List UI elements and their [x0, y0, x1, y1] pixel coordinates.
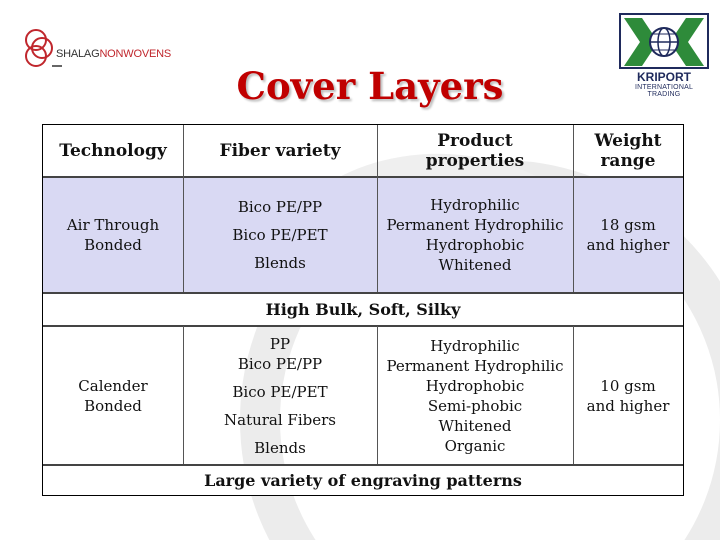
row1-fibers — [183, 178, 377, 292]
grid-line — [43, 292, 683, 294]
grid-line — [573, 125, 574, 292]
row1-property-item: Permanent Hydrophilic — [386, 216, 564, 234]
header-fiber-variety: Fiber variety — [219, 141, 341, 161]
header-product-properties: Product properties — [425, 131, 525, 171]
row1-fiber-item: Bico PE/PET — [232, 226, 328, 244]
shalag-logo — [22, 26, 202, 72]
row2-technology: Calender Bonded — [78, 377, 148, 415]
row2-weight: 10 gsm and higher — [586, 377, 670, 415]
row2-fiber-item: Natural Fibers — [224, 411, 336, 429]
row1-fiber-item: Blends — [254, 254, 306, 272]
shalag-logo-text: SHALAGNONWOVENS — [56, 48, 171, 60]
row2-property-item: Organic — [444, 437, 506, 455]
kriport-globe-icon — [618, 12, 710, 70]
row1-fiber-item: Bico PE/PP — [237, 198, 323, 216]
kriport-tagline: INTERNATIONAL TRADING — [634, 84, 694, 98]
row1-property-item: Whitened — [438, 256, 512, 274]
row2-note: Large variety of engraving patterns — [43, 465, 683, 495]
grid-line — [183, 125, 184, 292]
header-technology: Technology — [59, 141, 167, 161]
cover-layers-table — [42, 124, 684, 496]
grid-line — [43, 176, 683, 178]
grid-line — [43, 464, 683, 466]
row1-technology: Air Through Bonded — [43, 178, 183, 292]
row2-property-item: Whitened — [438, 417, 512, 435]
row1-note: High Bulk, Soft, Silky — [43, 293, 683, 325]
header-weight-range: Weight range — [594, 131, 662, 171]
row1-properties — [377, 178, 573, 292]
row2-property-item: Hydrophobic — [425, 377, 525, 395]
row2-property-item: Hydrophilic — [430, 337, 520, 355]
row2-properties — [377, 327, 573, 465]
kriport-logo — [618, 12, 710, 96]
row2-property-item: Semi-phobic — [427, 397, 523, 415]
row2-fiber-item: Blends — [254, 439, 306, 457]
grid-line — [377, 326, 378, 464]
row1-property-item: Hydrophobic — [425, 236, 525, 254]
row2-fiber-item: Bico PE/PET — [232, 383, 328, 401]
row1-property-item: Hydrophilic — [430, 196, 520, 214]
grid-line — [573, 326, 574, 464]
grid-line — [377, 125, 378, 292]
row2-fiber-item: PP — [269, 335, 291, 353]
row2-property-item: Permanent Hydrophilic — [386, 357, 564, 375]
kriport-name: KRIPORT — [637, 70, 691, 84]
page-title: Cover Layers — [236, 64, 504, 108]
row2-fiber-item: Bico PE/PP — [237, 355, 323, 373]
grid-line — [43, 325, 683, 327]
row2-fibers — [183, 327, 377, 465]
grid-line — [183, 326, 184, 464]
row1-weight: 18 gsm and higher — [573, 178, 683, 292]
